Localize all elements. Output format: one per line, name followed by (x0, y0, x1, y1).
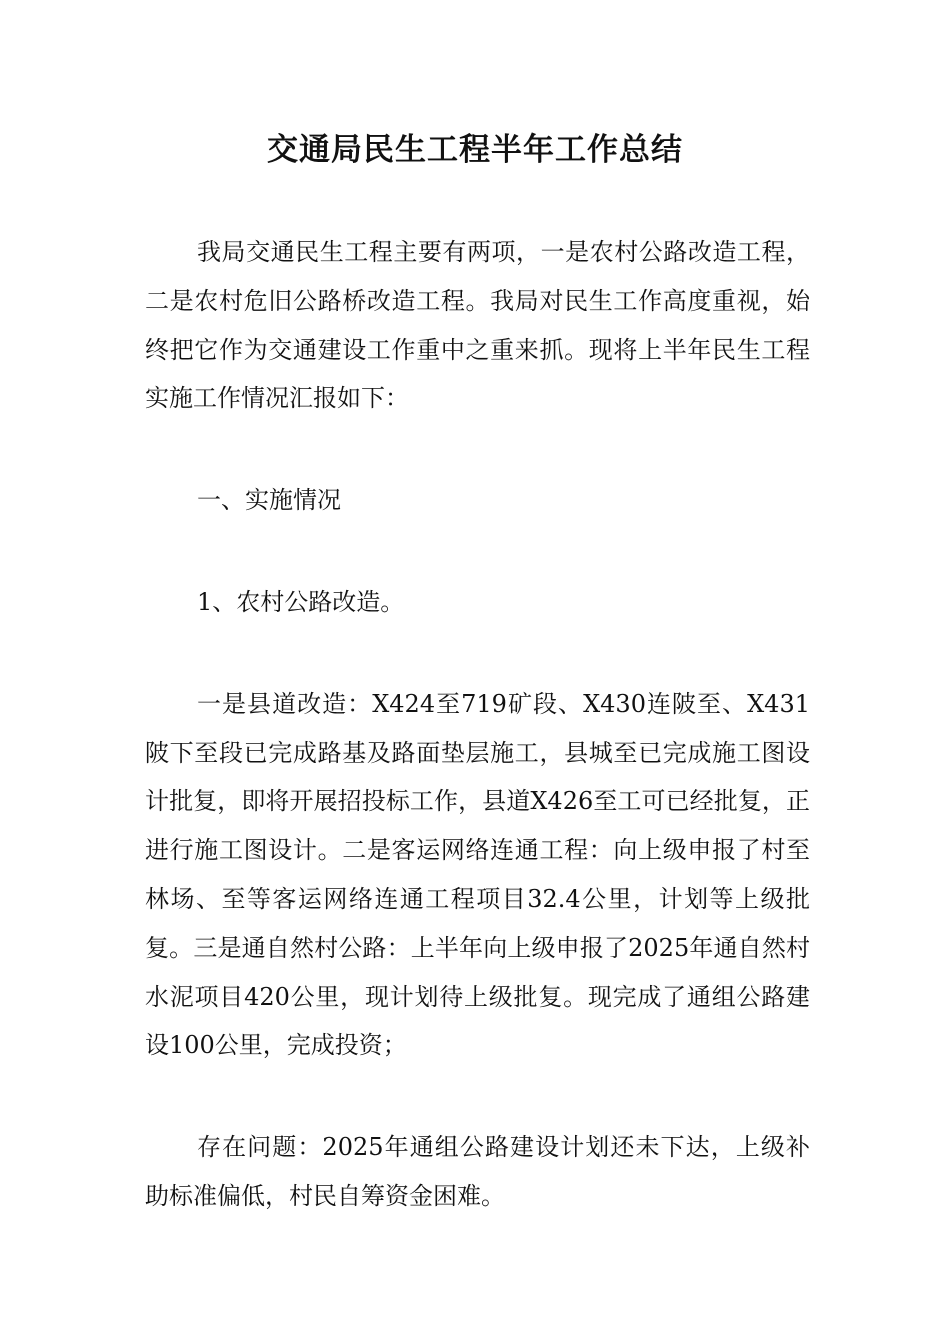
paragraph-spacer (145, 627, 810, 680)
section-heading-implementation: 一、实施情况 (197, 486, 341, 515)
paragraph-spacer (145, 1070, 810, 1123)
subsection-heading-rural-roads: 1、农村公路改造。 (197, 587, 405, 616)
rural-road-details-paragraph: 一是县道改造：X424至719矿段、X430连陂至、X431陂下至段已完成路基及路面垫层施工，县城至已完成施工图设计批复，即将开展招投标工作，县道X426至工可已经批复，正进行施工图设计。二是客运网络连通工程：向上级申报了村至林场、至等客运网络连通工程项目32.4公里，计划等上级批复。三是通自然村公路：上半年向上级申报了2025年通自然村水泥项目420公里，现计划待上级批复。现完成了通组公路建设100公里，完成投资； (145, 689, 810, 1060)
document-body (145, 228, 810, 1221)
paragraph-spacer (145, 525, 810, 578)
paragraph-spacer (145, 423, 810, 476)
issues-paragraph: 存在问题：2025年通组公路建设计划还未下达，上级补助标准偏低，村民自筹资金困难。 (145, 1133, 810, 1210)
intro-paragraph: 我局交通民生工程主要有两项，一是农村公路改造工程，二是农村危旧公路桥改造工程。我局对民生工作高度重视，始终把它作为交通建设工作重中之重来抓。现将上半年民生工程实施工作情况汇报如下： (145, 238, 810, 413)
document-title: 交通局民生工程半年工作总结 (267, 132, 683, 168)
